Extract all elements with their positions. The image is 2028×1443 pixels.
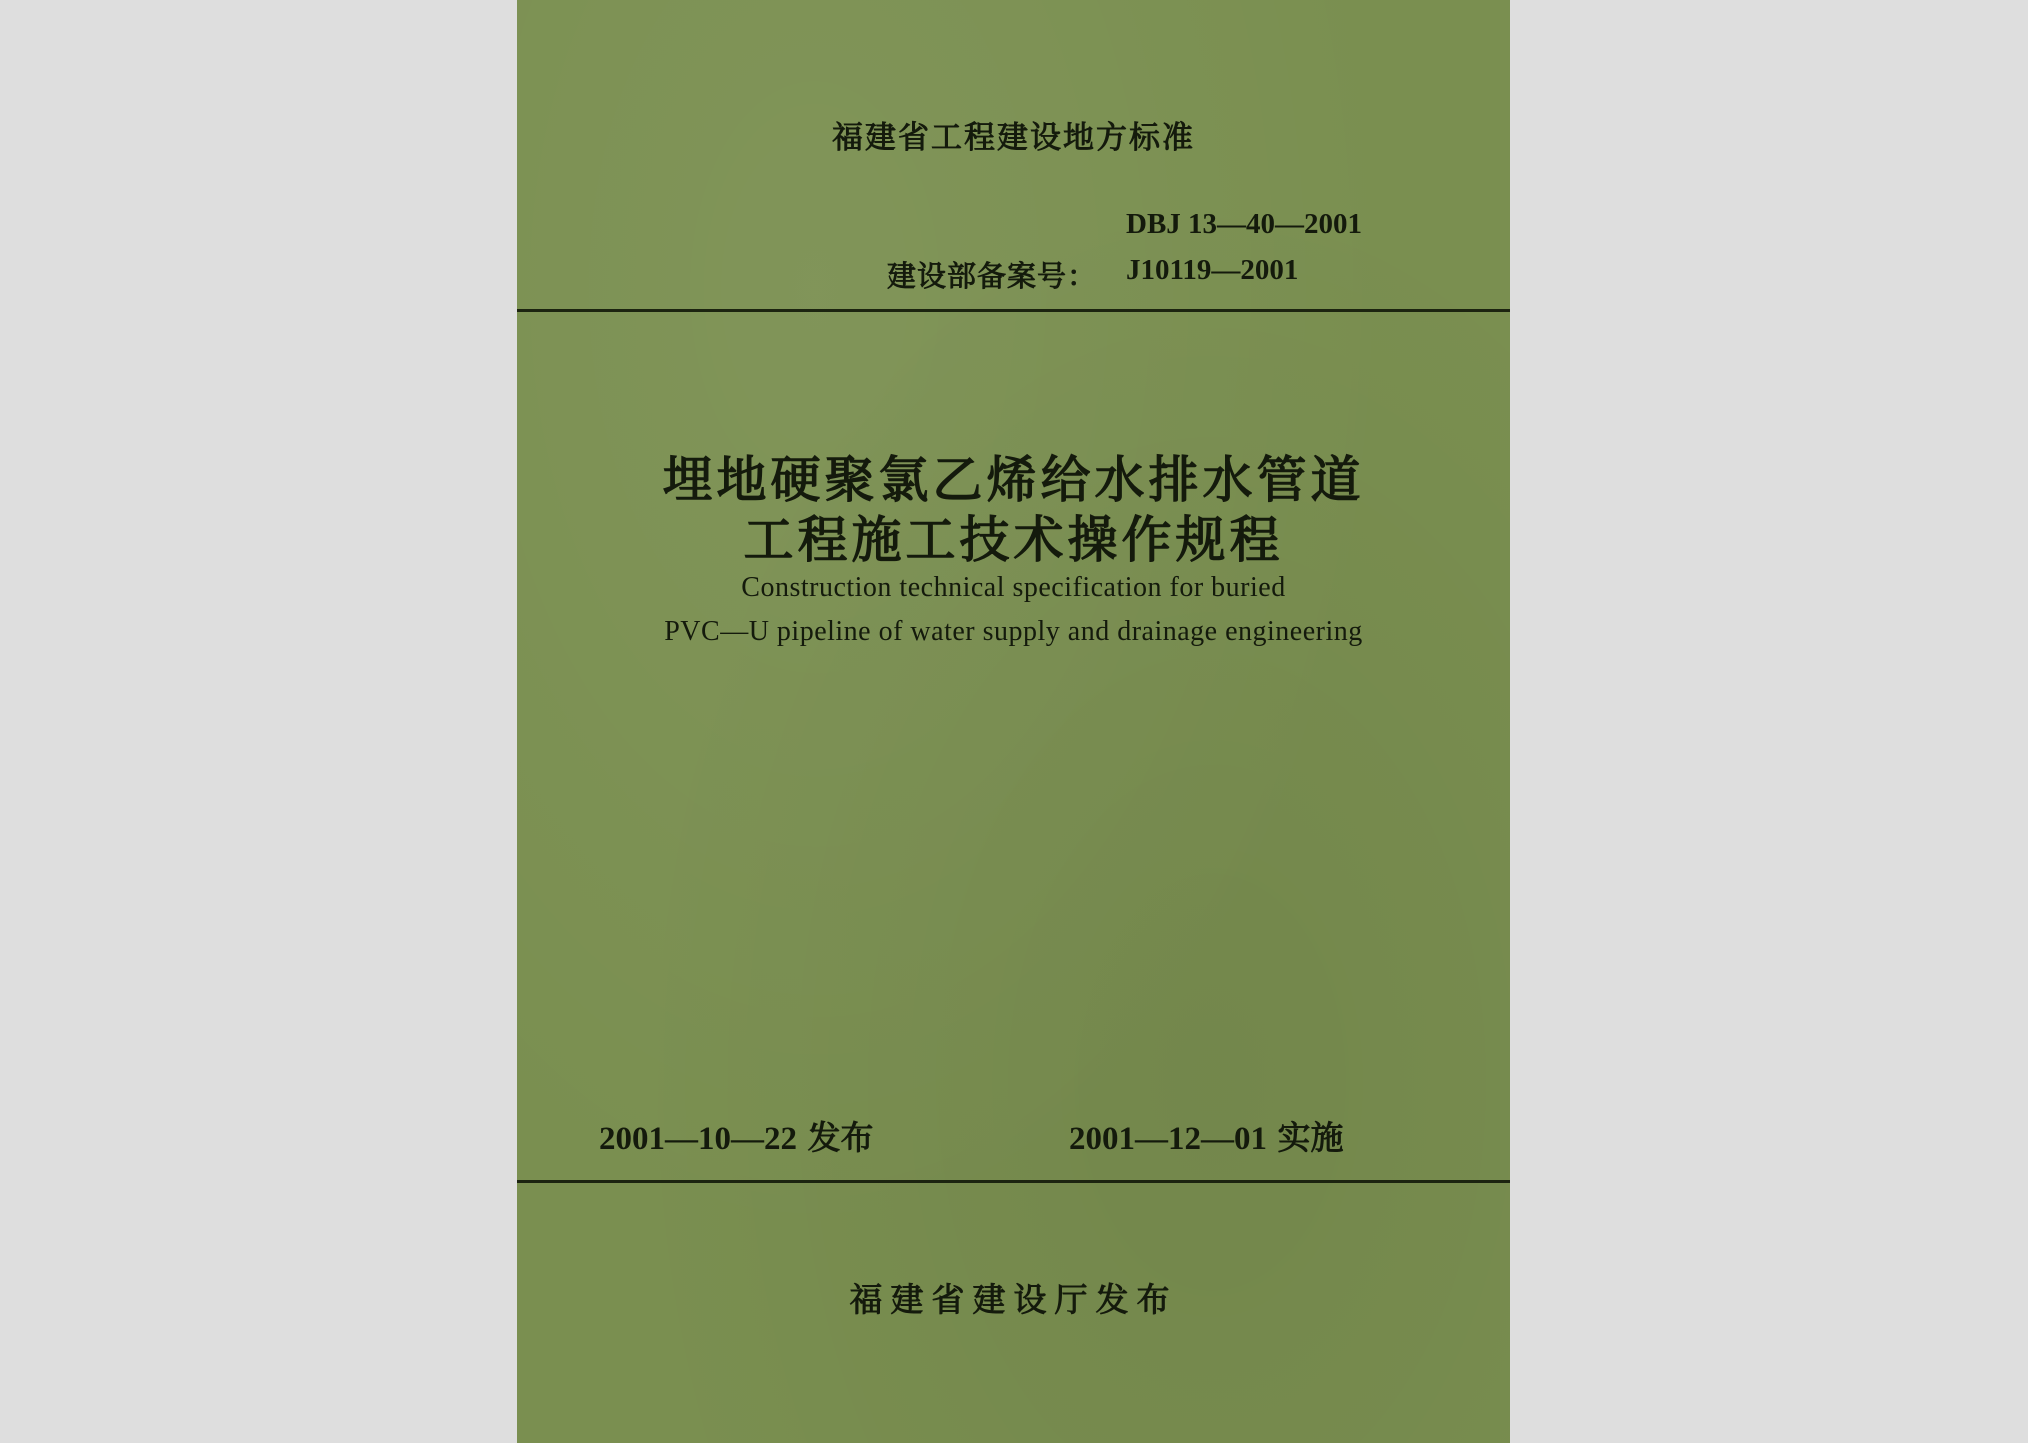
title-zh-line1: 埋地硬聚氯乙烯给水排水管道 bbox=[662, 451, 1365, 509]
standard-cover bbox=[517, 0, 1510, 1443]
title-zh-line2: 工程施工技术操作规程 bbox=[743, 511, 1284, 569]
implement-label: 实施 bbox=[1277, 1118, 1344, 1157]
standard-category: 福建省工程建设地方标准 bbox=[832, 120, 1195, 156]
issue-date: 2001—10—22 bbox=[599, 1121, 797, 1157]
record-number: J10119—2001 bbox=[1126, 254, 1299, 286]
implement-date: 2001—12—01 bbox=[1069, 1121, 1267, 1157]
bottom-divider bbox=[517, 1180, 1510, 1183]
publisher: 福建省建设厅发布 bbox=[849, 1280, 1178, 1319]
implement-date-block bbox=[1069, 1112, 1344, 1159]
issue-date-block bbox=[599, 1112, 874, 1159]
top-divider bbox=[517, 309, 1510, 312]
record-number-label: 建设部备案号： bbox=[887, 259, 1098, 293]
title-en-line2: PVC—U pipeline of water supply and drainage engineering bbox=[664, 616, 1363, 647]
issue-label: 发布 bbox=[807, 1118, 874, 1157]
standard-code: DBJ 13—40—2001 bbox=[1126, 208, 1363, 240]
title-en-line1: Construction technical specification for buried bbox=[741, 572, 1286, 603]
